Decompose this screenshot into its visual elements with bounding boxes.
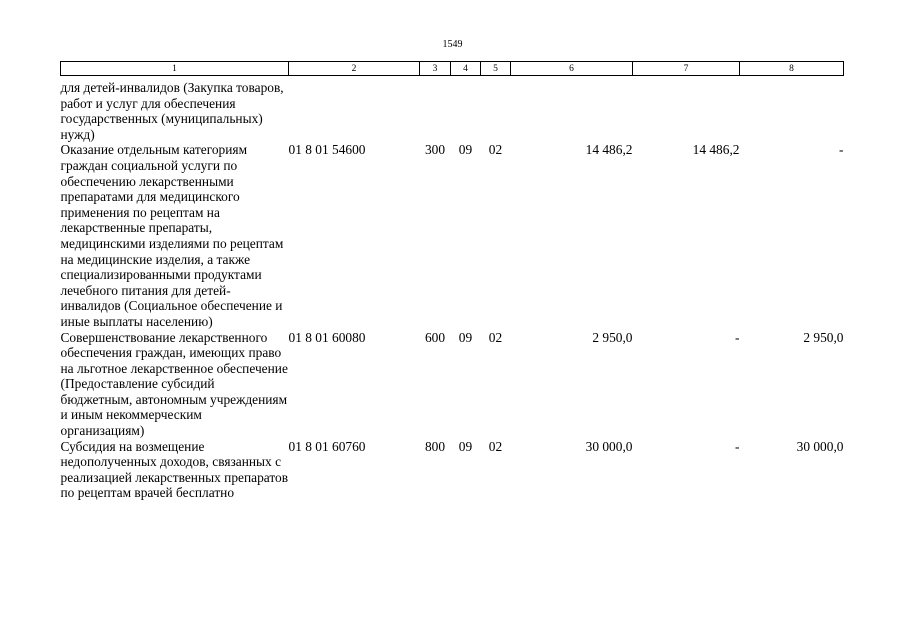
table-row (61, 330, 844, 439)
row-description: Совершенствование лекарственного обеспечения граждан, имеющих право на льготное лекарственное обеспечение (Предоставление субсидий бюджетным, автономным учреждениям и иным некоммерческим организациям) (60, 329, 288, 439)
subsection: 02 (488, 142, 503, 158)
amount-total: 30 000,0 (585, 438, 633, 454)
subsection: 02 (488, 438, 503, 454)
table-row (61, 142, 844, 329)
amount-col7: 14 486,2 (692, 142, 740, 158)
amount-col7: - (735, 438, 740, 454)
amount-col8: - (839, 142, 844, 158)
amount-col7 (633, 76, 740, 143)
column-number: 8 (740, 62, 844, 76)
subsection (481, 76, 511, 143)
amount-total (511, 76, 633, 143)
expense-type: 800 (424, 438, 446, 454)
section: 09 (458, 438, 473, 454)
column-number: 5 (481, 62, 511, 76)
section (451, 76, 481, 143)
budget-table (60, 61, 844, 501)
column-number: 4 (451, 62, 481, 76)
amount-col8: 2 950,0 (803, 329, 844, 345)
column-number: 6 (511, 62, 633, 76)
section: 09 (458, 329, 473, 345)
column-number: 7 (633, 62, 740, 76)
amount-total: 2 950,0 (592, 329, 633, 345)
row-description: Оказание отдельным категориям граждан социальной услуги по обеспечению лекарственными препаратами для медицинского применения по рецептам на лекарственные препараты, медицинскими изделиями по рецептам на медицинские изделия, а также специализированными продуктами лечебного питания для детей-инвалидов (Социальное обеспечение и иные выплаты населению) (60, 142, 284, 329)
section: 09 (458, 142, 473, 158)
amount-col8 (740, 76, 844, 143)
target-article-code (289, 76, 420, 143)
row-description: для детей-инвалидов (Закупка товаров, работ и услуг для обеспечения государственных (муниципальных) нужд) (60, 80, 284, 142)
column-number: 3 (420, 62, 451, 76)
table-row (61, 76, 844, 143)
expense-type: 300 (424, 142, 446, 158)
amount-total: 14 486,2 (585, 142, 633, 158)
row-description: Субсидия на возмещение недополученных доходов, связанных с реализацией лекарственных препаратов по рецептам врачей бесплатно (60, 438, 289, 501)
amount-col7: - (735, 329, 740, 345)
target-article-code: 01 8 01 60080 (288, 329, 366, 345)
amount-col8: 30 000,0 (796, 438, 844, 454)
subsection: 02 (488, 329, 503, 345)
target-article-code: 01 8 01 54600 (288, 142, 366, 158)
column-number: 2 (289, 62, 420, 76)
expense-type (420, 76, 451, 143)
page-number: 1549 (442, 39, 463, 50)
expense-type: 600 (424, 329, 446, 345)
table-row (61, 439, 844, 501)
target-article-code: 01 8 01 60760 (288, 438, 366, 454)
column-number-row (61, 62, 844, 76)
column-number: 1 (61, 62, 289, 76)
